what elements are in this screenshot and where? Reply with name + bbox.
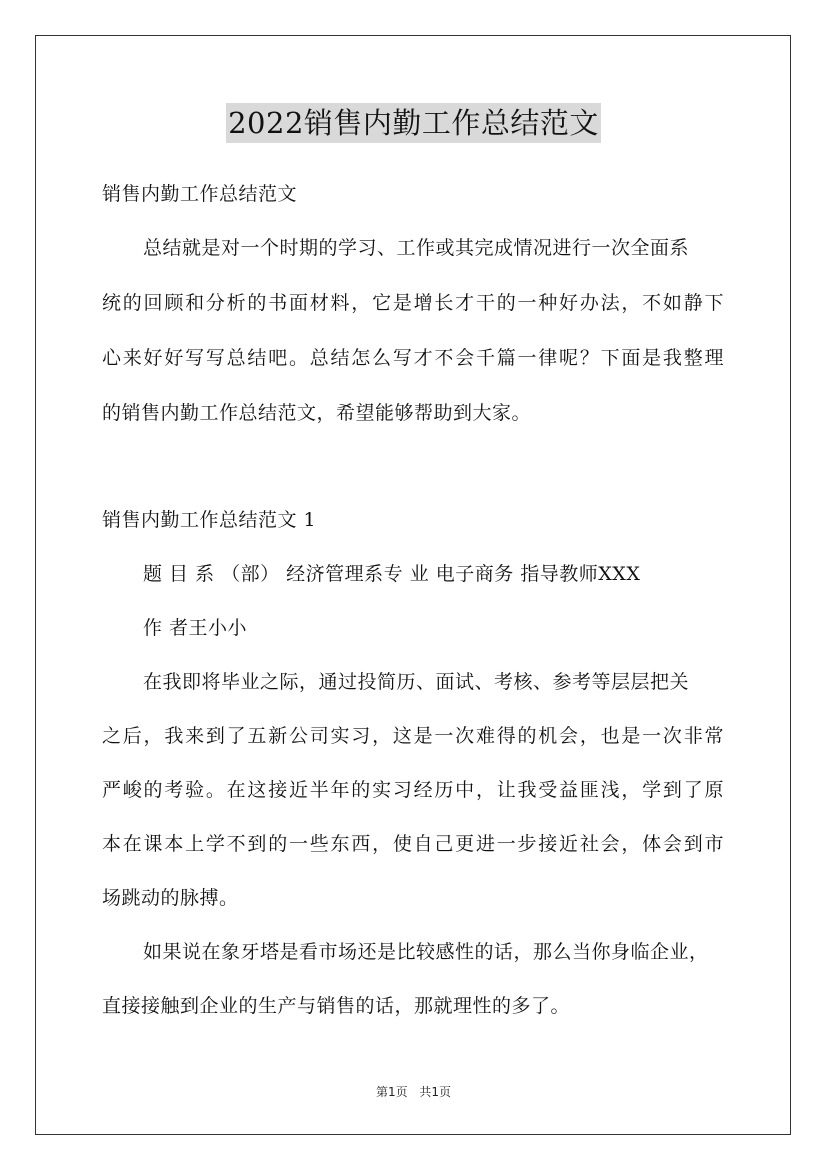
para1-line-5: 场跳动的脉搏。: [102, 887, 239, 909]
meta-line: 题 目 系 （部） 经济管理系专 业 电子商务 指导教师XXX: [143, 563, 641, 585]
document-subtitle: 销售内勤工作总结范文: [102, 183, 298, 205]
para1-line-1: 在我即将毕业之际，通过投简历、面试、考核、参考等层层把关: [143, 671, 690, 693]
para1-line-3: 严峻的考验。在这接近半年的实习经历中，让我受益匪浅，学到了原: [102, 779, 724, 801]
title-container: [0, 103, 827, 143]
page-number: 第1页: [375, 1085, 408, 1099]
intro-line-3: 心来好好写写总结吧。总结怎么写才不会千篇一律呢？下面是我整理: [102, 347, 724, 369]
section-heading: 销售内勤工作总结范文 1: [102, 509, 317, 531]
para1-line-4: 本在课本上学不到的一些东西，使自己更进一步接近社会，体会到市: [102, 833, 724, 855]
intro-line-1: 总结就是对一个时期的学习、工作或其完成情况进行一次全面系: [143, 237, 690, 259]
document-title: 2022销售内勤工作总结范文: [226, 103, 601, 143]
intro-line-4: 的销售内勤工作总结范文，希望能够帮助到大家。: [102, 402, 532, 424]
page-footer: [0, 1083, 827, 1100]
para2-line-2: 直接接触到企业的生产与销售的话，那就理性的多了。: [102, 995, 571, 1017]
para1-line-2: 之后，我来到了五新公司实习，这是一次难得的机会，也是一次非常: [102, 725, 724, 747]
para2-line-1: 如果说在象牙塔是看市场还是比较感性的话，那么当你身临企业，: [143, 941, 709, 963]
author-line: 作 者王小小: [143, 617, 248, 639]
page-total: 共1页: [419, 1085, 452, 1099]
intro-line-2: 统的回顾和分析的书面材料，它是增长才干的一种好办法，不如静下: [102, 292, 724, 314]
